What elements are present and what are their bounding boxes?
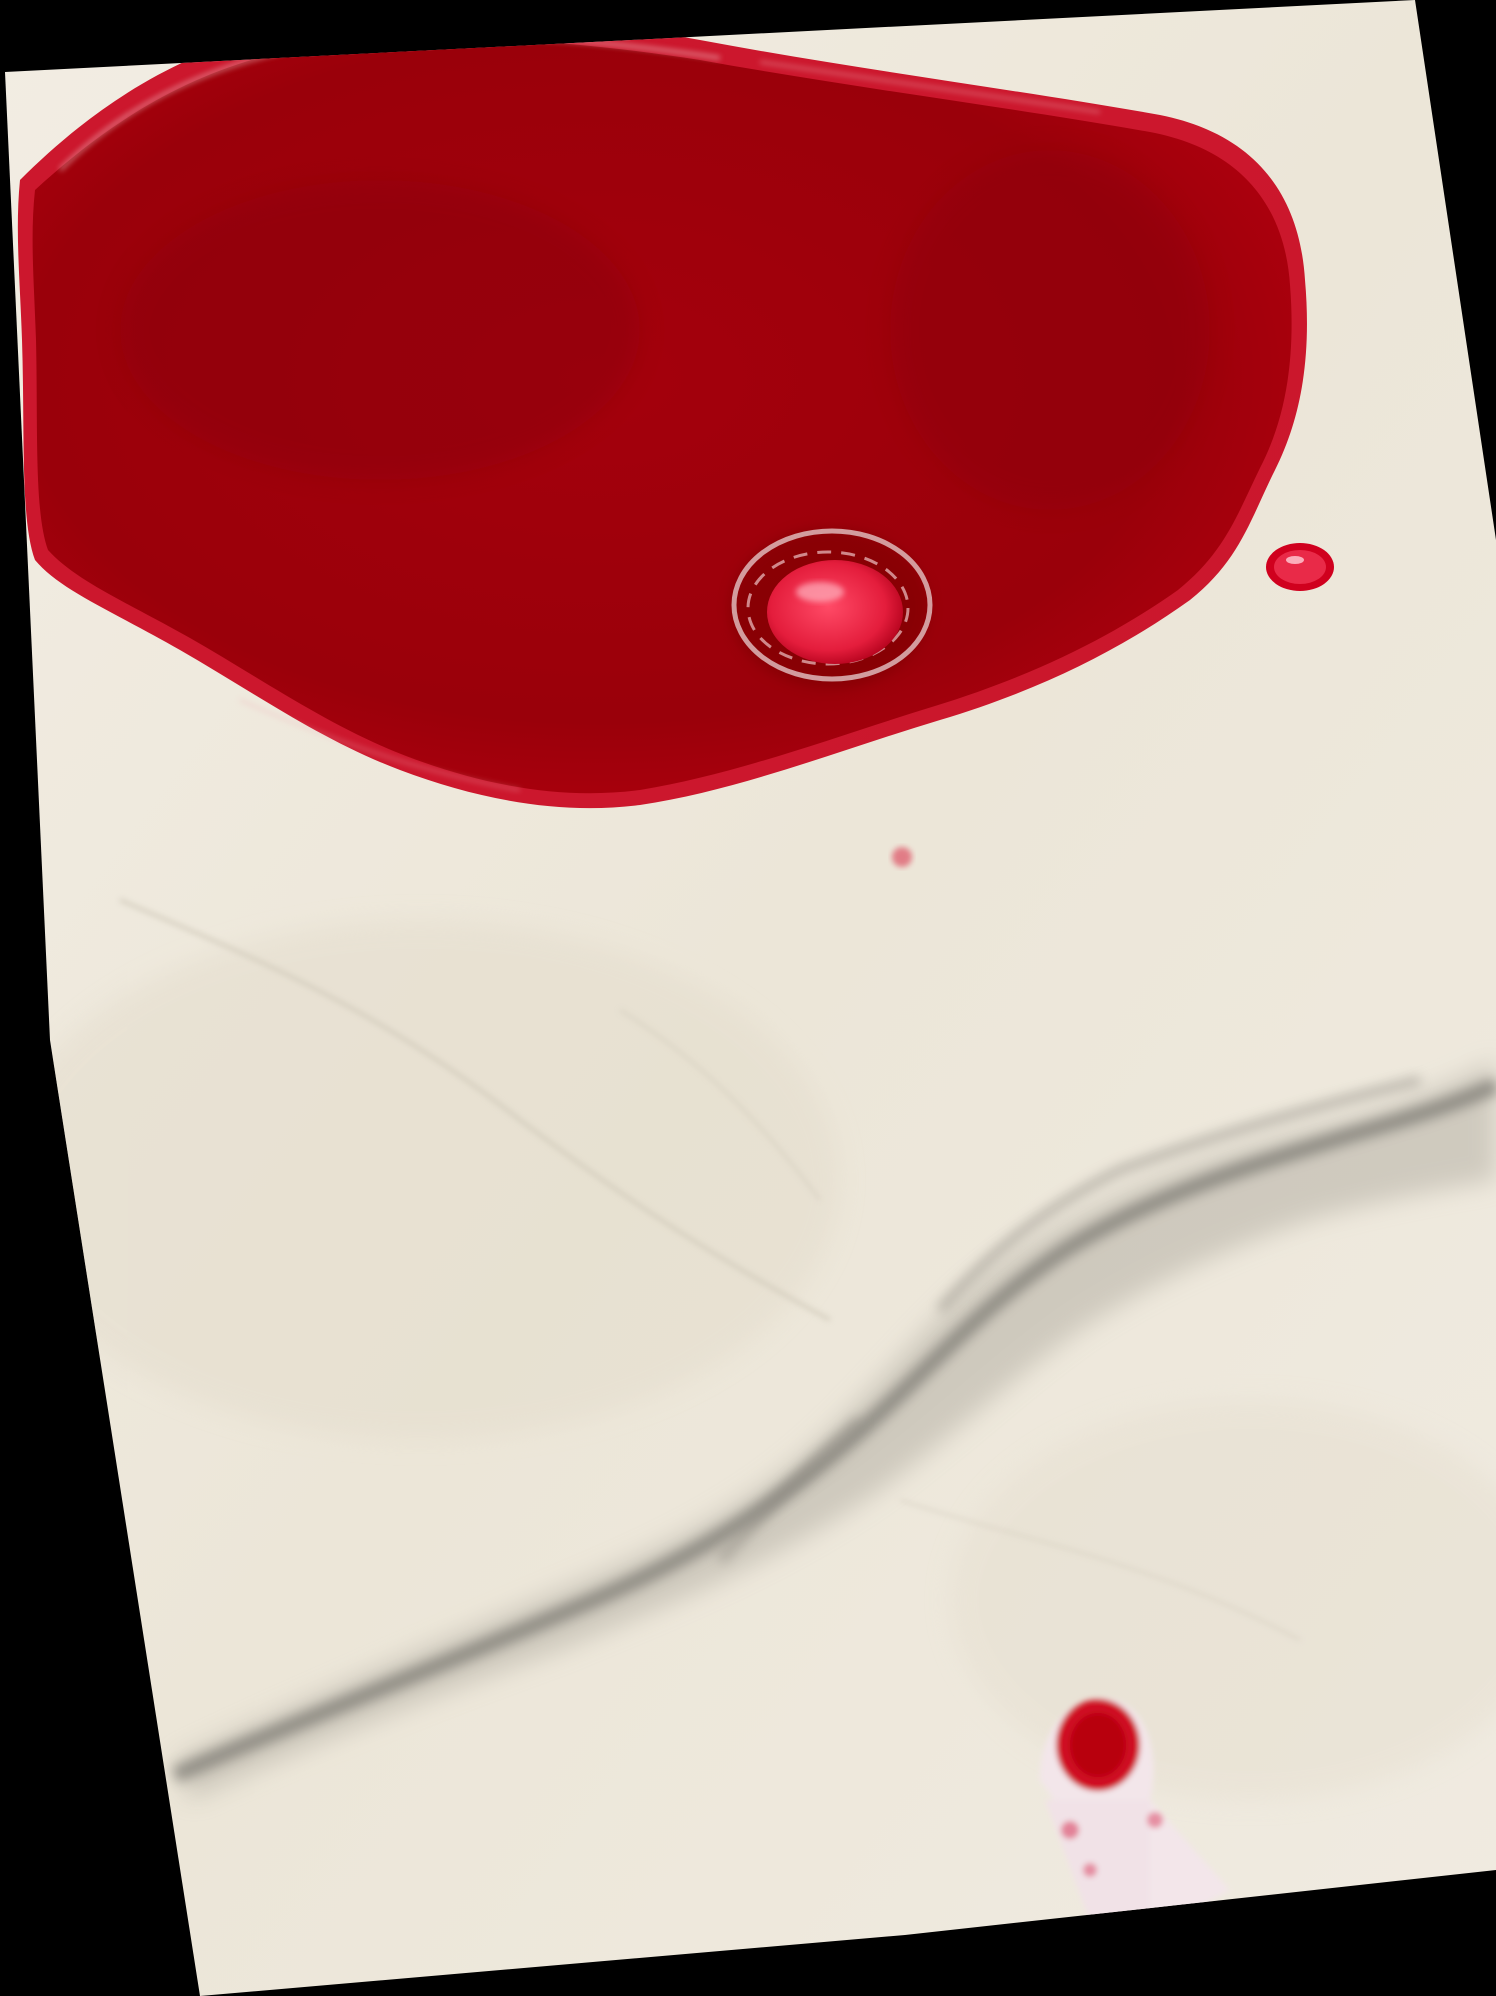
red-droplet-right	[1266, 543, 1334, 591]
liquid-dark-area	[890, 150, 1210, 510]
floating-bead	[730, 528, 930, 688]
liquid-dark-area	[120, 180, 640, 480]
marble-shadow	[0, 920, 840, 1440]
red-droplet-small	[892, 847, 912, 867]
